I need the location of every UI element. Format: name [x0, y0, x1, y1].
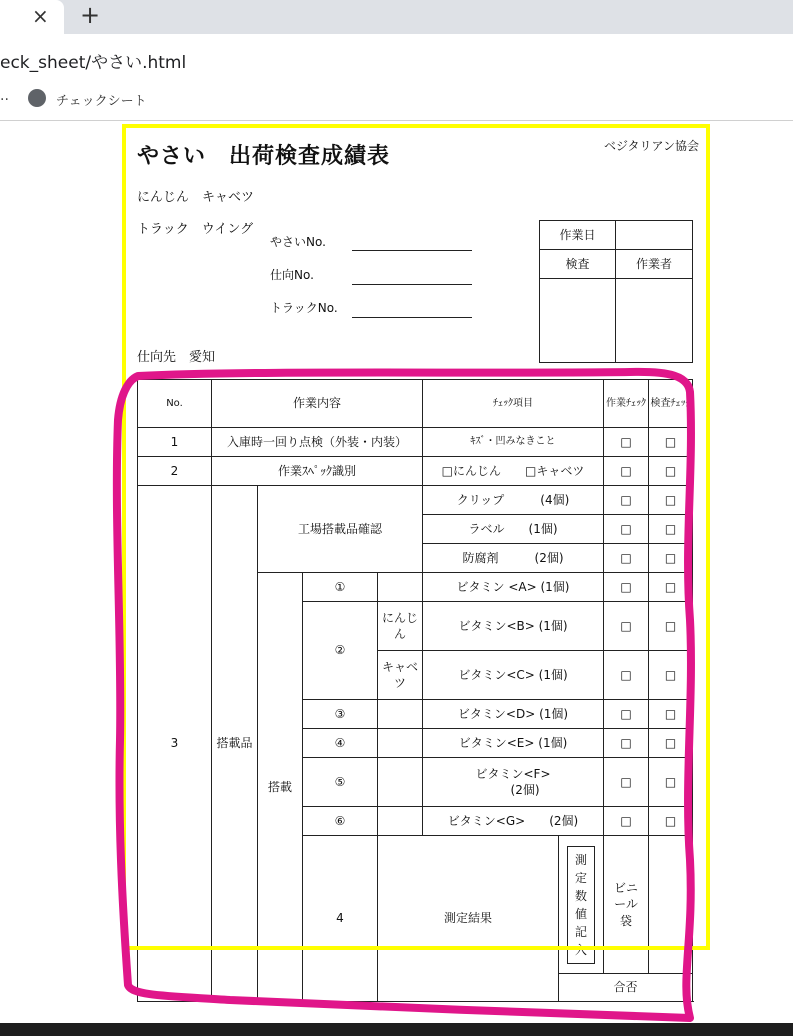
vit-b-inspect-checkbox[interactable]: □ — [649, 602, 693, 651]
load-no-5: ⑤ — [303, 758, 378, 807]
row-1-check: ｷｽﾞ・凹みなきこと — [423, 428, 604, 457]
bookmarks-overflow[interactable]: .. — [0, 88, 9, 104]
header-no: No. — [138, 380, 212, 428]
measure-entry-label: 測定数値記入 — [567, 846, 595, 964]
vitamin-g: ビタミン<G> (2個) — [423, 807, 604, 836]
new-tab-button[interactable]: + — [80, 1, 101, 29]
vitamin-e: ビタミン<E> (1個) — [423, 729, 604, 758]
load-no-6: ⑥ — [303, 807, 378, 836]
row-1-work-checkbox[interactable]: □ — [604, 428, 649, 457]
row-2-task: 作業ｽﾍﾟｯｸ識別 — [212, 457, 423, 486]
vitamin-d: ビタミン<D> (1個) — [423, 700, 604, 729]
load-no-3: ③ — [303, 700, 378, 729]
row-1-task: 入庫時一回り点検（外装・内装） — [212, 428, 423, 457]
truck-type: トラック ウイング — [137, 222, 254, 237]
close-icon[interactable]: × — [32, 4, 49, 28]
load-no-2: ② — [303, 602, 378, 700]
vitamin-f: ビタミン<F> (2個) — [423, 758, 604, 807]
vitamin-b: ビタミン<B> (1個) — [423, 602, 604, 651]
vit-e-work-checkbox[interactable]: □ — [604, 729, 649, 758]
item-list: にんじん キャベツ — [137, 190, 255, 205]
load-label: 搭載 — [258, 573, 303, 1002]
label-work-checkbox[interactable]: □ — [604, 515, 649, 544]
row-3-no: 3 — [138, 486, 212, 1002]
factory-item-clip: クリップ (4個) — [423, 486, 604, 515]
vit-b-work-checkbox[interactable]: □ — [604, 602, 649, 651]
vitamin-c: ビタミン<C> (1個) — [423, 651, 604, 700]
factory-check-label: 工場搭載品確認 — [258, 486, 423, 573]
row-1-no: 1 — [138, 428, 212, 457]
clip-inspect-checkbox[interactable]: □ — [649, 486, 693, 515]
vit-f-inspect-checkbox[interactable]: □ — [649, 758, 693, 807]
truck-no-label: トラックNo. — [270, 301, 338, 315]
url-text[interactable]: eck_sheet/やさい.html — [0, 53, 187, 73]
vit-c-inspect-checkbox[interactable]: □ — [649, 651, 693, 700]
load-sub-carrot: にんじん — [378, 602, 423, 651]
inspect-label: 検査 — [540, 250, 616, 279]
worker-label: 作業者 — [616, 250, 693, 279]
load-no-1: ① — [303, 573, 378, 602]
factory-item-preservative: 防腐剤 (2個) — [423, 544, 604, 573]
header-task: 作業内容 — [212, 380, 423, 428]
row-2-work-checkbox[interactable]: □ — [604, 457, 649, 486]
taskbar — [0, 1023, 793, 1036]
header-check-item: ﾁｪｯｸ項目 — [423, 380, 604, 428]
label-inspect-checkbox[interactable]: □ — [649, 515, 693, 544]
preservative-inspect-checkbox[interactable]: □ — [649, 544, 693, 573]
organization-name: ベジタリアン協会 — [604, 139, 700, 153]
row-2-inspect-checkbox[interactable]: □ — [649, 457, 693, 486]
page-title: やさい 出荷検査成績表 — [137, 144, 391, 169]
row-4-task: 測定結果 — [378, 836, 559, 1002]
vit-d-inspect-checkbox[interactable]: □ — [649, 700, 693, 729]
vit-a-work-checkbox[interactable]: □ — [604, 573, 649, 602]
vit-c-work-checkbox[interactable]: □ — [604, 651, 649, 700]
load-sub-cabbage: キャベツ — [378, 651, 423, 700]
vit-a-inspect-checkbox[interactable]: □ — [649, 573, 693, 602]
vit-g-work-checkbox[interactable]: □ — [604, 807, 649, 836]
vit-d-work-checkbox[interactable]: □ — [604, 700, 649, 729]
destination-no-label: 仕向No. — [270, 268, 314, 282]
clip-work-checkbox[interactable]: □ — [604, 486, 649, 515]
vit-e-inspect-checkbox[interactable]: □ — [649, 729, 693, 758]
load-no-4: ④ — [303, 729, 378, 758]
vegetable-no-label: やさいNo. — [270, 235, 326, 249]
row-3-group: 搭載品 — [212, 486, 258, 1002]
header-work-check: 作業ﾁｪｯｸ — [604, 380, 649, 428]
row-4-no: 4 — [303, 836, 378, 1002]
destination: 仕向先 愛知 — [137, 350, 216, 365]
row-2-check: □にんじん □キャベツ — [423, 457, 604, 486]
row-1-inspect-checkbox[interactable]: □ — [649, 428, 693, 457]
preservative-work-checkbox[interactable]: □ — [604, 544, 649, 573]
date-label: 作業日 — [540, 221, 616, 250]
vit-f-work-checkbox[interactable]: □ — [604, 758, 649, 807]
bookmark-check-sheet[interactable]: チェックシート — [56, 94, 147, 109]
vit-g-inspect-checkbox[interactable]: □ — [649, 807, 693, 836]
row-2-no: 2 — [138, 457, 212, 486]
pass-fail-label: 合否 — [559, 974, 693, 1002]
vitamin-a: ビタミン <A> (1個) — [423, 573, 604, 602]
factory-item-label: ラベル (1個) — [423, 515, 604, 544]
header-inspect-check: 検査ﾁｪｯｸ — [649, 380, 693, 428]
vinyl-bag-label: ビニール袋 — [604, 836, 649, 974]
